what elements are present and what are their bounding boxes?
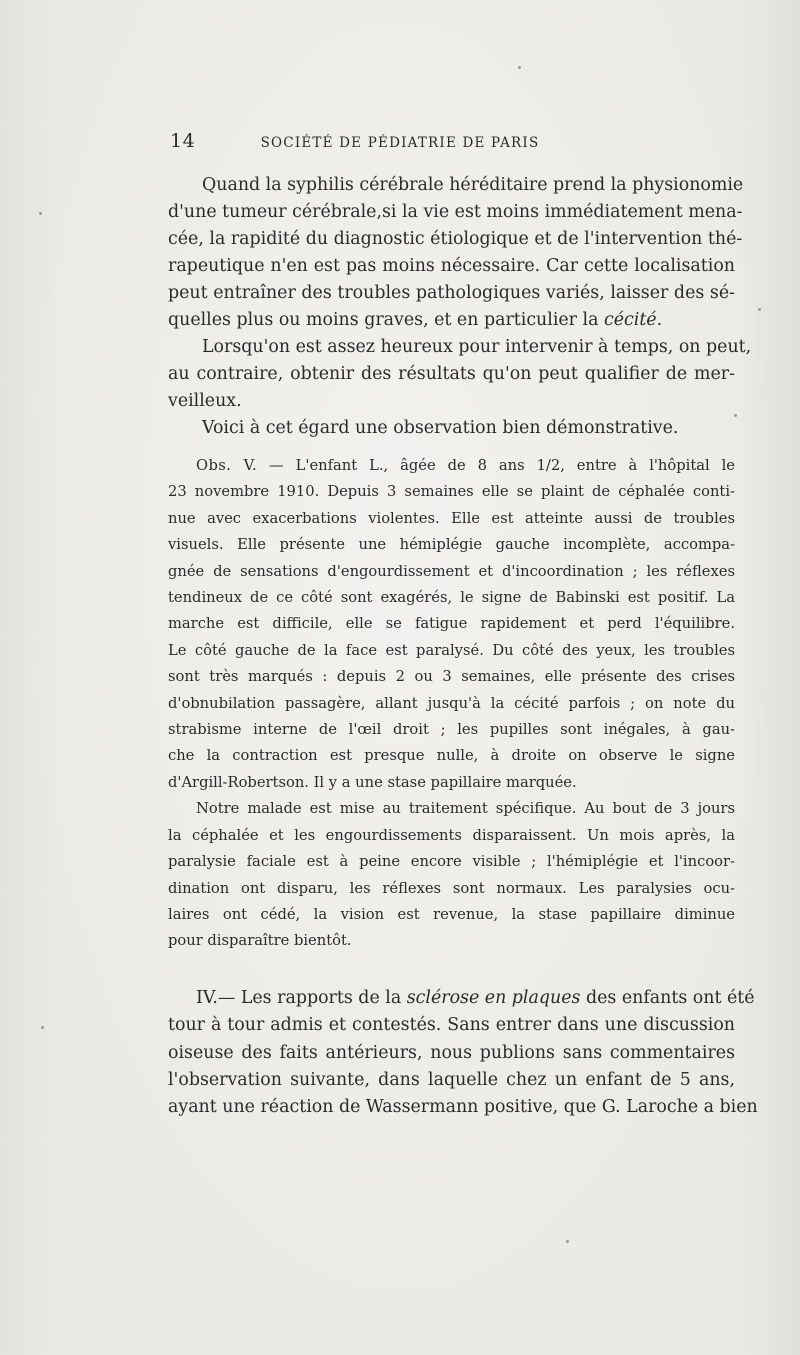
text-line: nue avec exacerbations violentes. Elle est atteinte aussi de troubles [168,509,735,527]
page-header [170,130,630,156]
text-line: Voici à cet égard une observation bien démonstrative. [202,418,679,438]
text-line: la céphalée et les engourdissements disparaissent. Un mois après, la [168,826,735,844]
text-line: tour à tour admis et contestés. Sans entrer dans une discussion [168,1015,735,1036]
text-line: Quand la syphilis cérébrale héréditaire prend la physionomie [202,175,744,195]
text-line: tendineux de ce côté sont exagérés, le signe de Babinski est positif. La [168,589,735,607]
paper-speck [758,308,761,311]
text-segment: Les rapports de la [240,988,402,1008]
text-line: strabisme interne de l'œil droit ; les pupilles sont inégales, à gau- [168,721,735,739]
text-line: d'une tumeur cérébrale,si la vie est moins immédiatement mena- [168,202,743,222]
observation-label: Obs. V. [196,457,258,474]
text-line: au contraire, obtenir des résultats qu'on peut qualifier de mer- [168,364,735,384]
paper-speck [41,1026,44,1029]
text-line: peut entraîner des troubles pathologiques variés, laisser des sé- [168,283,735,303]
text-line: gnée de sensations d'engourdissement et d'incoordination ; les réflexes [168,562,735,580]
body-text-top [168,172,752,442]
text-line [168,307,735,334]
text-line: che la contraction est presque nulle, à droite on observe le signe [168,747,735,765]
text-line: marche est difficile, elle se fatigue rapidement et perd l'équilibre. [168,615,735,633]
text-segment: des enfants ont été [585,988,755,1008]
text-line: oiseuse des faits antérieurs, nous publions sans commentaires [168,1042,735,1063]
text-line: sont très marqués : depuis 2 ou 3 semaines, elle présente des crises [168,668,735,686]
text-line: l'observation suivante, dans laquelle chez un enfant de 5 ans, [168,1069,735,1090]
text-line: rapeutique n'en est pas moins nécessaire. Car cette localisation [168,256,735,276]
body-text-bottom [168,985,758,1121]
text-line: Le côté gauche de la face est paralysé. Du côté des yeux, les troubles [168,641,735,659]
text-segment: — L'enfant L., âgée de 8 ans 1/2, entre à l'hôpital le [269,457,736,474]
text-line: ayant une réaction de Wassermann positive, que G. Laroche a bien [168,1097,758,1118]
text-line: pour disparaître bientôt. [168,932,352,950]
paper-speck [39,212,42,215]
text-line: laires ont cédé, la vision est revenue, la stase papillaire diminue [168,905,735,923]
text-line: d'Argill-Robertson. Il y a une stase papillaire marquée. [168,773,577,791]
paper-speck [734,414,737,417]
paper-speck [566,1240,569,1243]
observation-block [168,453,735,955]
text-line: cée, la rapidité du diagnostic étiologique et de l'intervention thé- [168,229,743,249]
text-line [168,453,735,479]
text-line: dination ont disparu, les réflexes sont normaux. Les paralysies ocu- [168,879,735,897]
paper-speck [518,66,521,69]
text-line [168,985,755,1012]
text-line: 23 novembre 1910. Depuis 3 semaines elle se plaint de céphalée conti- [168,483,735,501]
section-numeral: IV.— [196,988,236,1008]
italic-term: cécité. [603,310,663,330]
text-line: d'obnubilation passagère, allant jusqu'à la cécité parfois ; on note du [168,694,735,712]
text-line: Notre malade est mise au traitement spécifique. Au bout de 3 jours [196,800,735,818]
text-line: paralysie faciale est à peine encore visible ; l'hémiplégie et l'incoor- [168,853,735,871]
page-number: 14 [170,130,196,152]
italic-term: sclérose en plaques [406,988,581,1008]
running-title: SOCIÉTÉ DE PÉDIATRIE DE PARIS [260,135,540,151]
text-line: veilleux. [168,391,242,411]
text-segment: quelles plus ou moins graves, et en particulier la [168,310,599,330]
text-line: Lorsqu'on est assez heureux pour intervenir à temps, on peut, [202,337,752,357]
text-line: visuels. Elle présente une hémiplégie gauche incomplète, accompa- [168,536,735,554]
